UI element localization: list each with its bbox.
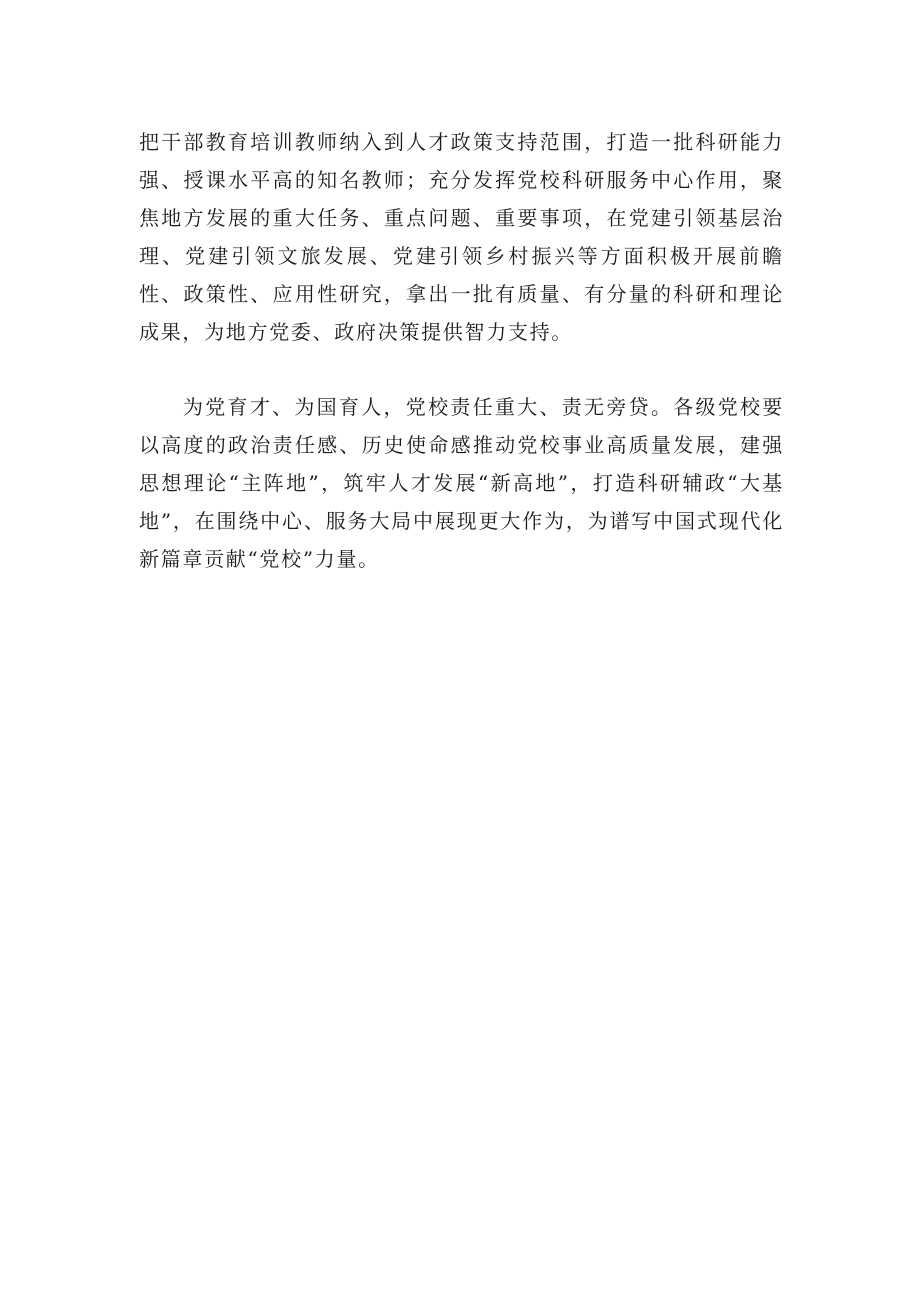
document-body [139,123,784,578]
paragraph-2: 为党育才、为国育人，党校责任重大、责无旁贷。各级党校要以高度的政治责任感、历史使命感推动党校事业高质量发展，建强思想理论“主阵地”，筑牢人才发展“新高地”，打造科研辅政“大基地”，在围绕中心、服务大局中展现更大作为，为谱写中国式现代化新篇章贡献“党校”力量。 [139,395,784,571]
paragraph-1: 把干部教育培训教师纳入到人才政策支持范围，打造一批科研能力强、授课水平高的知名教师；充分发挥党校科研服务中心作用，聚焦地方发展的重大任务、重点问题、重要事项，在党建引领基层治理、党建引领文旅发展、党建引领乡村振兴等方面积极开展前瞻性、政策性、应用性研究，拿出一批有质量、有分量的科研和理论成果，为地方党委、政府决策提供智力支持。 [139,130,784,344]
